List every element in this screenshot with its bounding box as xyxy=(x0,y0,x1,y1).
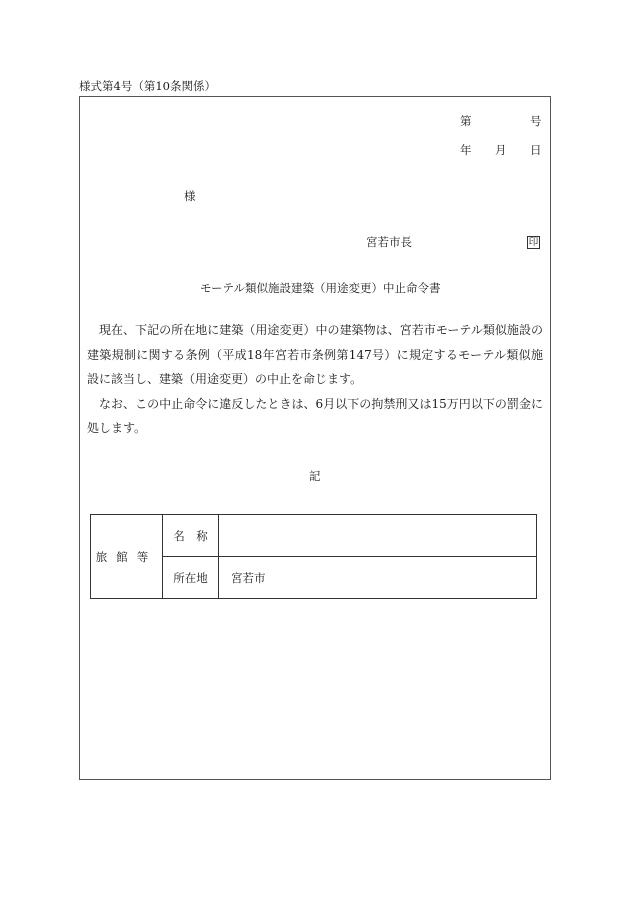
table-row-header: 旅館等 xyxy=(91,515,163,599)
document-title: モーテル類似施設建築（用途変更）中止命令書 xyxy=(200,281,441,295)
table-row xyxy=(91,515,537,557)
form-number: 様式第4号（第10条関係） xyxy=(79,79,216,93)
document-number-suffix: 号 xyxy=(530,114,542,128)
body-text xyxy=(87,318,543,441)
date-day: 日 xyxy=(530,143,542,157)
seal-mark: 印 xyxy=(528,236,539,248)
location-value: 宮若市 xyxy=(219,557,537,599)
date-year: 年 xyxy=(460,143,472,157)
document-number-prefix: 第 xyxy=(460,114,472,128)
addressee-suffix: 様 xyxy=(184,189,196,203)
body-paragraph-1: 現在、下記の所在地に建築（用途変更）中の建築物は、宮若市モーテル類似施設の建築規制に関する条例（平成18年宮若市条例第147号）に規定するモーテル類似施設に該当し、建築（用途変更）の中止を命じます。 xyxy=(87,323,543,386)
facility-table xyxy=(90,514,537,599)
issuer: 宮若市長 xyxy=(366,235,412,249)
name-value xyxy=(219,515,537,557)
ki-heading: 記 xyxy=(309,469,321,483)
date-month: 月 xyxy=(495,143,507,157)
location-label: 所在地 xyxy=(163,557,219,599)
body-paragraph-2: なお、この中止命令に違反したときは、6月以下の拘禁刑又は15万円以下の罰金に処します。 xyxy=(87,396,543,435)
name-label: 名 称 xyxy=(163,515,219,557)
